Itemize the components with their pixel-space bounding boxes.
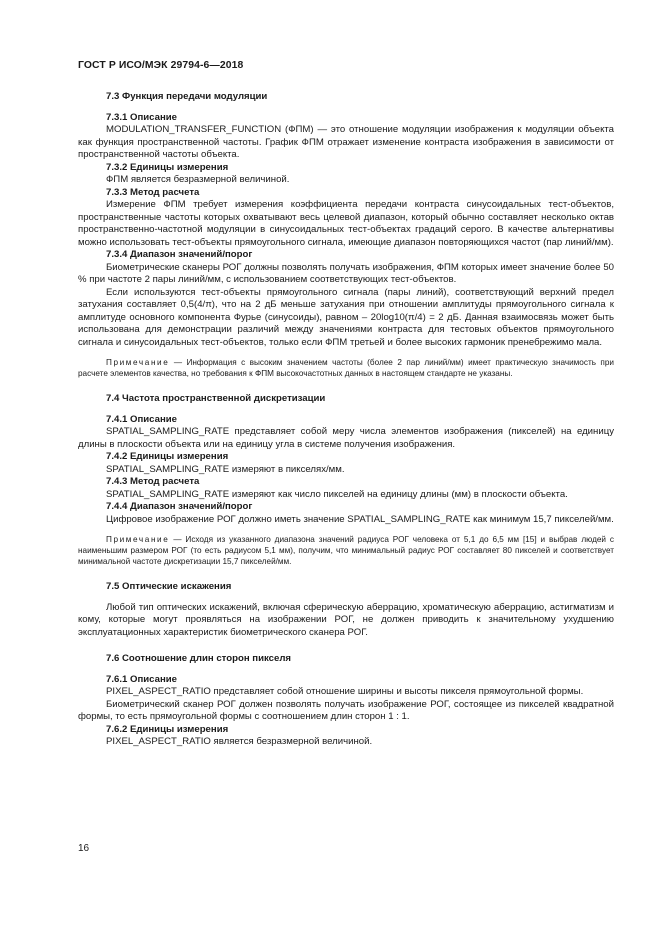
- subsection-7-3-1-heading: 7.3.1 Описание: [106, 111, 177, 123]
- paragraph-7-3-4-cont: Если используются тест-объекты прямоугольного сигнала (пары линий), соответствующий верхний предел затухания составляет 0,5(4/π), что на 2 дБ меньше затухания при отношении амплитуды прямоугольного сигнала к амплитуде основного компонента Фурье (синусоиды), равном – 20log10(π/4) = 2 дБ. Данная взаимосвязь может быть использована для демонстрации различий между значениями контраста для тестовых объектов прямоугольного сигнала и синусоидальных тест-объектов, только если ФПМ третьей и более высоких гармоник пренебрежимо мала.: [78, 286, 614, 348]
- section-7-6-heading: 7.6 Соотношение длин сторон пикселя: [106, 653, 292, 664]
- note-text: — Информация с высоким значением частоты (более 2 пар линий/мм) имеет практическую значимость при расчете элементов качества, но требования к ФПМ высокочастотных данных в настоящем стандарте не указаны.: [78, 358, 614, 378]
- paragraph-7-4-1: SPATIAL_SAMPLING_RATE представляет собой меру числа элементов изображения (пикселей) на единицу длины в плоскости объекта или на единицу угла в системе получения изображения.: [78, 426, 614, 450]
- paragraph-7-3-1: MODULATION_TRANSFER_FUNCTION (ФПМ) — это отношение модуляции изображения к модуляции объекта как функция пространственной частоты. График ФПМ отражает изменение контраста изображения в зависимости от пространственной частоты объекта.: [78, 124, 614, 160]
- subsection-7-3-4-heading: 7.3.4 Диапазон значений/порог: [106, 249, 253, 260]
- paragraph-7-6-1-cont: Биометрический сканер РОГ должен позволять получать изображение РОГ, состоящее из пикселей квадратной формы, то есть прямоугольной формы с соотношением длин сторон 1 : 1.: [78, 698, 614, 722]
- note-7-3: [78, 357, 614, 379]
- standard-header: ГОСТ Р ИСО/МЭК 29794-6—2018: [78, 60, 244, 71]
- paragraph-7-6-1: PIXEL_ASPECT_RATIO представляет собой отношение ширины и высоты пикселя прямоугольной формы.: [106, 686, 584, 697]
- section-7-3-heading: 7.3 Функция передачи модуляции: [106, 91, 268, 102]
- section-7-5-heading: 7.5 Оптические искажения: [106, 581, 232, 592]
- subsection-7-4-2-heading: 7.4.2 Единицы измерения: [106, 451, 229, 462]
- note-label: Примечание: [106, 358, 170, 367]
- note-label: Примечание: [106, 535, 170, 544]
- section-7-4-heading: 7.4 Частота пространственной дискретизации: [106, 393, 326, 404]
- paragraph-7-3-2: ФПМ является безразмерной величиной.: [106, 174, 290, 185]
- subsection-7-4-4-heading: 7.4.4 Диапазон значений/порог: [106, 501, 253, 512]
- paragraph-7-4-2: SPATIAL_SAMPLING_RATE измеряют в пикселях/мм.: [106, 463, 345, 475]
- note-7-4: [78, 534, 614, 567]
- page-number: 16: [78, 843, 90, 854]
- paragraph-7-6-2: PIXEL_ASPECT_RATIO является безразмерной величиной.: [106, 736, 373, 747]
- paragraph-7-5: Любой тип оптических искажений, включая сферическую аберрацию, хроматическую аберрацию, астигматизм и кому, которые могут проявляться на изображении РОГ, не должен приводить к значительному ухудшению эксплуатационных характеристик биометрического сканера РОГ.: [78, 601, 614, 638]
- subsection-7-6-2-heading: 7.6.2 Единицы измерения: [106, 723, 229, 735]
- paragraph-7-3-4: Биометрические сканеры РОГ должны позволять получать изображения, ФПМ которых имеет значение более 50 % при частоте 2 пары линий/мм, с использованием соответствующих тест-объектов.: [78, 261, 614, 285]
- subsection-7-3-3-heading: 7.3.3 Метод расчета: [106, 186, 200, 198]
- paragraph-7-4-3: SPATIAL_SAMPLING_RATE измеряют как число пикселей на единицу длины (мм) в плоскости объекта.: [106, 488, 568, 500]
- subsection-7-6-1-heading: 7.6.1 Описание: [106, 673, 177, 685]
- subsection-7-4-1-heading: 7.4.1 Описание: [106, 413, 177, 425]
- page-content: [78, 91, 614, 749]
- paragraph-7-3-3: Измерение ФПМ требует измерения коэффициента передачи контраста синусоидальных тест-объектов, пространственные частоты которых охватывают весь целевой диапазон, который обычно составляет несколько октав пространственно-частотной модуляции в синусоидальных тест-объектах градаций серого. В качестве альтернативы можно использовать тест-объекты прямоугольного сигнала, имеющие диапазон повторяющихся частот (пар линий/мм).: [78, 199, 614, 248]
- subsection-7-4-3-heading: 7.4.3 Метод расчета: [106, 476, 200, 487]
- subsection-7-3-2-heading: 7.3.2 Единицы измерения: [106, 161, 229, 173]
- note-text: — Исходя из указанного диапазона значений радиуса РОГ человека от 5,1 до 6,5 мм [15] и выбрав людей с наименьшим размером РОГ (то есть радиусом 5,1 мм), получим, что минимальный радиус РОГ составляет 80 пикселей и соответствует минимальной частоте дискретизации 15,7 пикселей/мм.: [78, 535, 614, 566]
- paragraph-7-4-4: Цифровое изображение РОГ должно иметь значение SPATIAL_SAMPLING_RATE как минимум 15,7 пикселей/мм.: [106, 513, 614, 525]
